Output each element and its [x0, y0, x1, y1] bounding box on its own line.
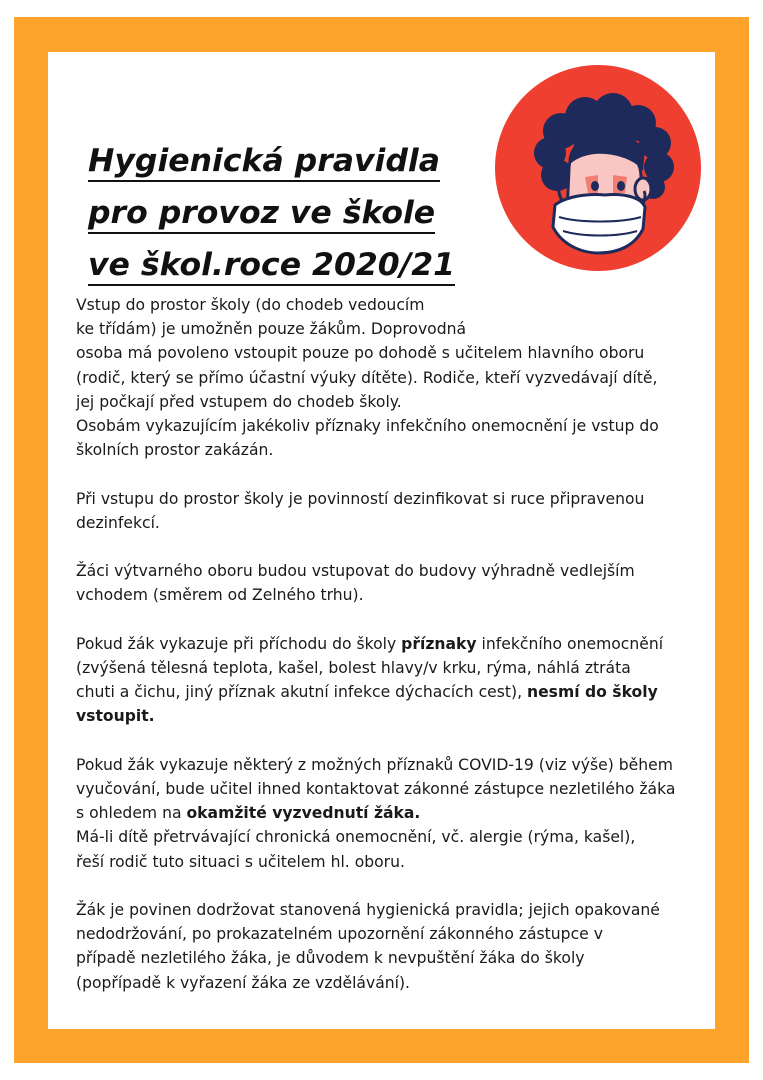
text-run: infekčního onemocnění	[476, 634, 664, 653]
text-line: ke třídám) je umožněn pouze žákům. Doprovodná	[76, 320, 467, 339]
text-line: jej počkají před vstupem do chodeb školy.	[76, 392, 402, 411]
text-line: nedodržování, po prokazatelném upozornění zákonného zástupce v	[76, 925, 603, 944]
title-line-1: Hygienická pravidla	[88, 142, 440, 182]
text-line: dezinfekcí.	[76, 513, 160, 532]
text-line: Pokud žák vykazuje některý z možných příznaků COVID-19 (viz výše) během	[76, 755, 673, 774]
text-line: (popřípadě k vyřazení žáka ze vzdělávání).	[76, 973, 411, 992]
bold-text: okamžité vyzvednutí žáka.	[186, 804, 421, 823]
bold-text: nesmí do školy	[527, 683, 658, 702]
text-line: Má-li dítě přetrvávající chronická onemocnění, vč. alergie (rýma, kašel),	[76, 828, 636, 847]
text-line: Žák je povinen dodržovat stanovená hygienická pravidla; jejich opakované	[76, 901, 660, 919]
text-line	[76, 801, 696, 825]
text-line	[76, 680, 696, 704]
text-run: Pokud žák vykazuje při příchodu do školy	[76, 634, 402, 653]
text-line: Žáci výtvarného oboru budou vstupovat do budovy výhradně vedlejším	[76, 562, 635, 581]
poster-title	[88, 138, 455, 294]
bold-text: vstoupit.	[76, 707, 155, 726]
rule-disinfection	[76, 487, 696, 535]
text-line	[76, 632, 696, 656]
text-line: vchodem (směrem od Zelného trhu).	[76, 586, 364, 605]
rule-symptoms-during-class	[76, 753, 696, 874]
rule-compliance	[76, 898, 696, 995]
title-line-2: pro provoz ve škole	[88, 194, 435, 234]
rule-symptoms-on-arrival	[76, 632, 696, 729]
text-line: Při vstupu do prostor školy je povinností dezinfikovat si ruce připravenou	[76, 489, 645, 508]
text-line	[76, 704, 696, 728]
rule-art-entrance	[76, 559, 696, 607]
rules-text	[76, 293, 696, 1019]
text-line: osoba má povoleno vstoupit pouze po dohodě s učitelem hlavního oboru	[76, 344, 645, 363]
text-line: Osobám vykazujícím jakékoliv příznaky infekčního onemocnění je vstup do	[76, 417, 659, 436]
text-line: (zvýšená tělesná teplota, kašel, bolest hlavy/v krku, rýma, náhlá ztráta	[76, 659, 631, 677]
bold-text: příznaky	[401, 634, 477, 653]
title-line-3: ve škol.roce 2020/21	[88, 246, 455, 286]
child-with-face-mask-icon	[495, 65, 701, 271]
text-line: případě nezletilého žáka, je důvodem k nevpuštění žáka do školy	[76, 949, 585, 968]
rule-entry-access	[76, 293, 696, 462]
text-line: řeší rodič tuto situaci s učitelem hl. oboru.	[76, 852, 405, 871]
text-line: Vstup do prostor školy (do chodeb vedoucím	[76, 296, 425, 314]
text-run: s ohledem na	[76, 804, 187, 823]
text-line: školních prostor zakázán.	[76, 441, 274, 460]
text-line: (rodič, který se přímo účastní výuky dítěte). Rodiče, kteří vyzvedávají dítě,	[76, 368, 658, 387]
text-run: chuti a čichu, jiný příznak akutní infekce dýchacích cest),	[76, 683, 527, 702]
text-line: vyučování, bude učitel ihned kontaktovat zákonné zástupce nezletilého žáka	[76, 780, 676, 798]
